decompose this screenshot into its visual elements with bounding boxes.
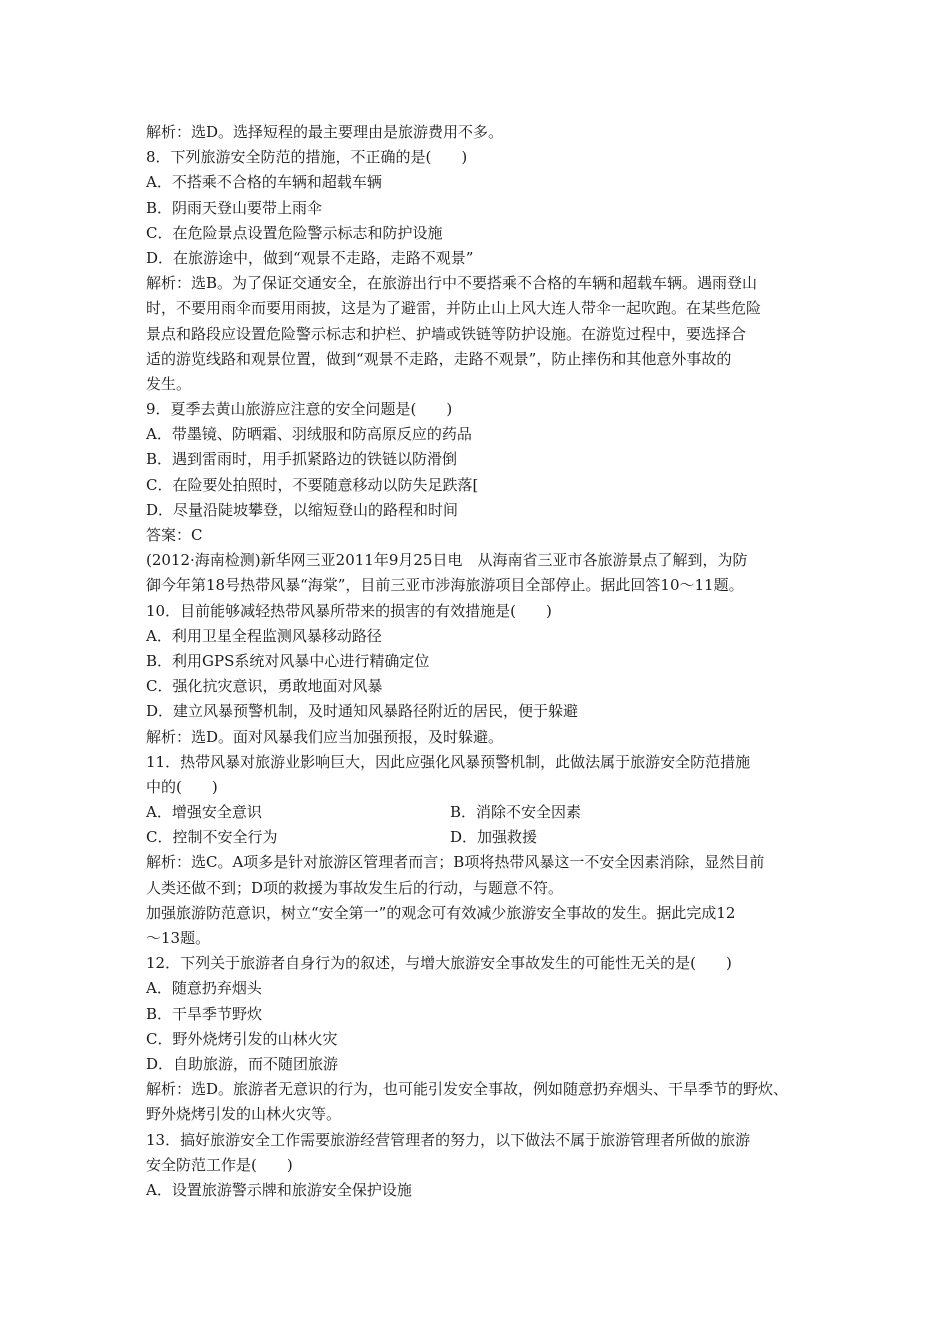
text-line: 加强旅游防范意识，树立“安全第一”的观念可有效减少旅游安全事故的发生。据此完成12: [146, 903, 736, 922]
option-b: B．消除不安全因素: [450, 803, 582, 822]
q11-options-row: [146, 825, 822, 850]
option-line: A．利用卫星全程监测风暴移动路径: [146, 626, 382, 645]
text-line: 御今年第18号热带风暴“海棠”，目前三亚市涉海旅游项目全部停止。据此回答10～11题。: [146, 576, 744, 595]
option-line: D．自助旅游，而不随团旅游: [146, 1054, 339, 1073]
document-page: [146, 120, 822, 1203]
text-line: 解析：选D。面对风暴我们应当加强预报，及时躲避。: [146, 727, 504, 746]
option-line: A．设置旅游警示牌和旅游安全保护设施: [146, 1180, 412, 1199]
text-line: 解析：选C。A项多是针对旅游区管理者而言；B项将热带风暴这一不安全因素消除，显然目前: [146, 853, 765, 872]
text-line: 安全防范工作是( ): [146, 1155, 293, 1174]
text-line: 解析：选D。选择短程的最主要理由是旅游费用不多。: [146, 123, 504, 141]
text-line: 人类还做不到；D项的救援为事故发生后的行动，与题意不符。: [146, 878, 564, 897]
text-line: (2012·海南检测)新华网三亚2011年9月25日电 从海南省三亚市各旅游景点了解到，为防: [146, 551, 748, 570]
option-d: D．加强救援: [450, 828, 538, 847]
text-line: ～13题。: [146, 929, 211, 947]
option-line: A．随意扔弃烟头: [146, 979, 262, 998]
option-line: B．阴雨天登山要带上雨伞: [146, 198, 323, 217]
text-line: 发生。: [146, 374, 192, 393]
text-line: 解析：选B。为了保证交通安全，在旅游出行中不要搭乘不合格的车辆和超载车辆。遇雨登山: [146, 274, 758, 293]
option-line: B．遇到雷雨时，用手抓紧路边的铁链以防滑倒: [146, 450, 458, 469]
text-line: 中的( ): [146, 777, 218, 796]
option-line: D．建立风暴预警机制，及时通知风暴路径附近的居民，便于躲避: [146, 702, 579, 721]
option-line: B．干旱季节野炊: [146, 1004, 263, 1023]
option-line: A．带墨镜、防晒霜、羽绒服和防高原反应的药品: [146, 425, 472, 444]
question-10: 10．目前能够减轻热带风暴所带来的损害的有效措施是( ): [146, 601, 552, 620]
option-c: C．控制不安全行为: [146, 828, 278, 847]
text-line: 适的游览线路和观景位置，做到“观景不走路，走路不观景”，防止摔伤和其他意外事故的: [146, 349, 732, 368]
question-12: 12．下列关于旅游者自身行为的叙述，与增大旅游安全事故发生的可能性无关的是( ): [146, 954, 732, 973]
answer-line: 答案：C: [146, 526, 203, 544]
option-line: C．野外烧烤引发的山林火灾: [146, 1029, 338, 1048]
q11-options-row: [146, 800, 822, 825]
question-8: 8．下列旅游安全防范的措施，不正确的是( ): [146, 148, 468, 167]
option-line: B．利用GPS系统对风暴中心进行精确定位: [146, 651, 430, 670]
option-line: C．在险要处拍照时，不要随意移动以防失足跌落[: [146, 475, 479, 494]
option-a: A．增强安全意识: [146, 803, 262, 822]
option-line: D．尽量沿陡坡攀登，以缩短登山的路程和时间: [146, 500, 459, 519]
text-line: 时，不要用雨伞而要用雨披，这是为了避雷，并防止山上风大连人带伞一起吹跑。在某些危险: [146, 299, 762, 318]
option-line: D．在旅游途中，做到“观景不走路，走路不观景”: [146, 248, 474, 267]
option-line: A．不搭乘不合格的车辆和超载车辆: [146, 173, 382, 192]
text-line: 景点和路段应设置危险警示标志和护栏、护墙或铁链等防护设施。在游览过程中，要选择合: [146, 324, 747, 343]
text-line: 解析：选D。旅游者无意识的行为，也可能引发安全事故，例如随意扔弃烟头、干旱季节的野炊、: [146, 1080, 789, 1099]
text-line: 野外烧烤引发的山林火灾等。: [146, 1105, 342, 1124]
question-13: 13．搞好旅游安全工作需要旅游经营管理者的努力，以下做法不属于旅游管理者所做的旅游: [146, 1130, 751, 1149]
option-line: C．在危险景点设置危险警示标志和防护设施: [146, 223, 443, 242]
question-11: 11．热带风暴对旅游业影响巨大，因此应强化风暴预警机制，此做法属于旅游安全防范措施: [146, 752, 751, 771]
question-9: 9．夏季去黄山旅游应注意的安全问题是( ): [146, 400, 453, 419]
option-line: C．强化抗灾意识，勇敢地面对风暴: [146, 677, 383, 696]
